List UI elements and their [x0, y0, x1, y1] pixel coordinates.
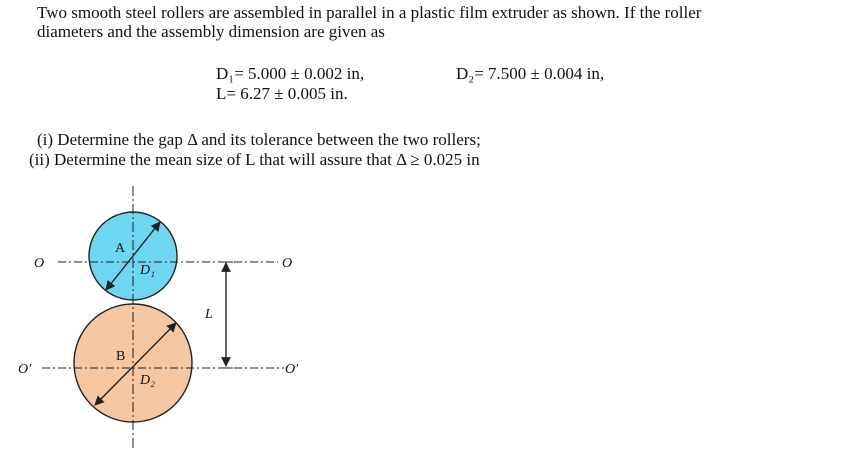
axis-label-top-right: O: [282, 256, 293, 271]
question-1: (i) Determine the gap Δ and its tolerance between the two rollers;: [37, 130, 481, 149]
axis-label-bottom-right: O′: [285, 362, 299, 377]
d1-spec: D₁= 5.000 ± 0.002 in,: [216, 64, 365, 83]
problem-intro-line-2: diameters and the assembly dimension are given as: [37, 22, 385, 41]
question-2: (ii) Determine the mean size of L that will assure that Δ ≥ 0.025 in: [29, 150, 480, 169]
axis-label-top-left: O: [34, 256, 45, 271]
center-label-a: A: [115, 241, 126, 256]
diameter-label-top: D₁: [140, 263, 155, 278]
diameter-label-bottom: D₂: [140, 373, 155, 388]
l-spec: L= 6.27 ± 0.005 in.: [216, 84, 348, 103]
axis-label-bottom-left: O′: [18, 362, 32, 377]
dimension-label-l: L: [205, 307, 213, 322]
center-label-b: B: [116, 349, 126, 364]
d2-spec: D₂= 7.500 ± 0.004 in,: [456, 64, 605, 83]
problem-intro-line-1: Two smooth steel rollers are assembled in parallel in a plastic film extruder as shown. If the roller: [37, 3, 702, 22]
